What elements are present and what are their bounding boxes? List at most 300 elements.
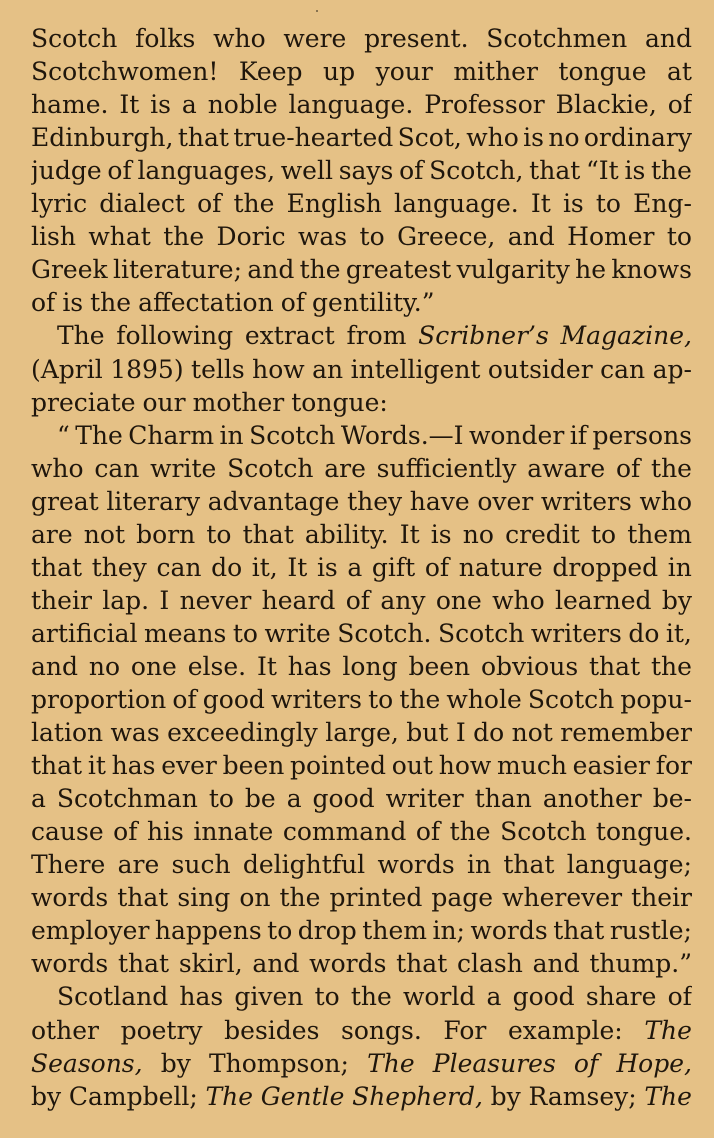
word: Scotch	[31, 24, 118, 53]
word: greatest	[345, 255, 452, 285]
word: lap.	[102, 585, 150, 615]
word: good	[312, 784, 375, 814]
text-line	[31, 518, 692, 551]
word: of	[667, 90, 692, 120]
word: Shepherd,	[352, 1081, 483, 1111]
word: such	[171, 850, 231, 880]
word: how	[252, 354, 305, 384]
word: Gentle	[260, 1081, 345, 1111]
word: happens	[154, 916, 262, 946]
word: of	[615, 453, 641, 483]
word: Professor	[424, 90, 545, 120]
word: can	[600, 354, 646, 384]
word: that	[31, 751, 83, 781]
text-line	[31, 386, 692, 419]
word: Edinburgh,	[31, 123, 174, 153]
text-line	[31, 617, 692, 650]
word: well	[280, 156, 333, 186]
word: rustle;	[609, 916, 692, 946]
word: by	[490, 1081, 521, 1111]
word: Scotch	[527, 685, 615, 714]
word: whole	[446, 685, 522, 714]
word: page	[431, 883, 494, 913]
word: that	[117, 883, 169, 913]
word: is	[150, 90, 171, 120]
word: artificial	[31, 618, 138, 648]
word: another	[542, 784, 642, 814]
word: lish	[31, 222, 76, 252]
word: can	[94, 453, 140, 483]
word: nature	[458, 552, 543, 582]
word: mother	[192, 387, 285, 417]
word: to	[666, 222, 692, 252]
word: hame.	[31, 90, 109, 120]
word: and	[507, 222, 555, 252]
word: in;	[432, 916, 465, 946]
word: they	[91, 552, 147, 582]
text-line	[31, 154, 692, 187]
word: no	[462, 519, 494, 549]
word: Blackie,	[555, 90, 657, 120]
word: he	[575, 255, 607, 285]
word: to	[208, 784, 234, 814]
word: from	[346, 321, 407, 351]
word: dialect	[99, 189, 185, 219]
text-line	[31, 683, 692, 716]
word: an	[312, 354, 344, 384]
word: Pleasures	[432, 1048, 556, 1078]
word: heard	[261, 585, 336, 615]
word: tells	[191, 354, 245, 384]
word: says	[338, 156, 394, 186]
word: and	[644, 24, 692, 53]
word: ordinary	[583, 123, 692, 153]
word: how	[438, 751, 492, 781]
word: a	[286, 784, 302, 814]
word: besides	[224, 1015, 320, 1045]
word: good	[202, 685, 265, 714]
word: not	[511, 718, 553, 748]
word: language.	[288, 90, 414, 120]
text-line	[31, 914, 692, 947]
word: tongue.	[595, 817, 692, 847]
word: no	[88, 651, 121, 681]
word: The	[367, 1048, 415, 1078]
text-line	[57, 319, 692, 352]
word: thump.”	[589, 949, 692, 979]
word: much	[497, 751, 567, 781]
word: is	[430, 519, 452, 549]
word: Scotchwomen!	[31, 57, 219, 87]
word: is	[523, 123, 544, 153]
word: of	[280, 288, 306, 318]
word: poetry	[120, 1015, 203, 1045]
text-line	[31, 485, 692, 518]
word: that	[177, 123, 229, 153]
word: at	[667, 57, 692, 87]
word: songs.	[341, 1015, 422, 1045]
word: is	[316, 552, 338, 582]
text-line	[31, 187, 692, 220]
word: of	[573, 1048, 599, 1078]
word: language;	[566, 850, 692, 880]
word: their	[31, 585, 92, 615]
word: languages,	[137, 156, 276, 186]
word: gift	[371, 552, 416, 582]
word: what	[88, 222, 151, 252]
word: the	[279, 883, 321, 913]
word: been	[222, 751, 285, 781]
text-line	[31, 1014, 692, 1047]
word: world	[402, 982, 476, 1012]
word: There	[31, 850, 106, 880]
word: lyric	[31, 189, 88, 219]
word: the	[399, 685, 441, 714]
word: them	[362, 916, 427, 946]
text-line	[31, 253, 692, 286]
word: one	[435, 585, 482, 615]
word: Scotch,	[429, 156, 524, 186]
word: intelligent	[350, 354, 481, 384]
word: has	[287, 651, 332, 681]
word: else.	[187, 651, 247, 681]
word: be	[244, 784, 276, 814]
text-line	[31, 716, 692, 749]
word: of	[172, 685, 197, 714]
word: one	[130, 651, 177, 681]
word: share	[585, 982, 657, 1012]
word: a	[181, 90, 197, 120]
word: of	[197, 189, 222, 219]
word: For	[443, 1015, 487, 1045]
word: popu-	[620, 685, 692, 714]
word: great	[31, 486, 99, 516]
word: aware	[527, 453, 606, 483]
page-speck	[316, 10, 318, 12]
word: words	[31, 883, 109, 913]
word: writers	[540, 486, 632, 516]
word: gentility.”	[312, 288, 435, 318]
word: are	[117, 850, 160, 880]
word: Keep	[238, 57, 303, 87]
word: by	[31, 1081, 62, 1111]
text-line	[31, 815, 692, 848]
word: The	[205, 1081, 254, 1111]
word: no	[548, 123, 580, 153]
word: to	[232, 618, 258, 648]
word: who	[31, 453, 84, 483]
word: long	[342, 651, 398, 681]
word: Magazine,	[560, 321, 692, 351]
word: his	[146, 817, 184, 847]
word: example:	[508, 1015, 623, 1045]
word: credit	[505, 519, 580, 549]
word: that	[396, 949, 448, 979]
word: command	[282, 817, 407, 847]
word: lation	[31, 718, 104, 748]
word: cause	[31, 817, 104, 847]
word: tongue	[558, 57, 647, 87]
word: given	[234, 982, 304, 1012]
word: to	[314, 982, 340, 1012]
word: obvious	[481, 651, 579, 681]
word: pointed	[290, 751, 387, 781]
word: that	[529, 156, 581, 186]
word: do	[628, 618, 660, 648]
text-line	[31, 1080, 692, 1113]
word: dropped	[552, 552, 659, 582]
word: writers	[271, 685, 362, 714]
text-line	[31, 947, 692, 980]
word: mither	[453, 57, 538, 87]
word: than	[474, 784, 532, 814]
word: can	[156, 552, 202, 582]
word: and	[31, 651, 79, 681]
text-line	[31, 353, 692, 386]
word: to	[206, 519, 232, 549]
word: the	[90, 288, 132, 318]
word: Scotch	[249, 420, 336, 450]
word: has	[179, 982, 224, 1012]
word: learned	[554, 585, 652, 615]
word: tongue:	[291, 387, 388, 417]
word: over	[477, 486, 534, 516]
word: Seasons,	[31, 1048, 143, 1078]
word: has	[111, 751, 156, 781]
word: printed	[329, 883, 423, 913]
word: words	[31, 949, 109, 979]
word: do	[211, 552, 243, 582]
word: Homer	[567, 222, 655, 252]
text-line	[57, 419, 692, 452]
word: in	[219, 420, 244, 450]
word: of	[31, 288, 56, 318]
word: of	[415, 817, 441, 847]
word: the	[299, 255, 341, 285]
word: any	[380, 585, 426, 615]
word: folks	[135, 24, 196, 53]
word: easier	[572, 751, 650, 781]
word: judge	[31, 156, 102, 186]
word: I	[455, 718, 466, 748]
word: proportion	[31, 685, 167, 714]
word: a	[347, 552, 363, 582]
word: not	[83, 519, 125, 549]
word: (April	[31, 354, 103, 384]
word: true-hearted	[233, 123, 394, 153]
word: advantage	[207, 486, 340, 516]
word: and	[252, 949, 300, 979]
word: on	[239, 883, 271, 913]
word: wonder	[468, 420, 565, 450]
word: was	[298, 222, 348, 252]
word: vulgarity	[456, 255, 570, 285]
text-line	[31, 22, 692, 55]
word: The	[644, 1081, 692, 1111]
word: if	[569, 420, 587, 450]
word: other	[31, 1015, 99, 1045]
word: is	[624, 156, 646, 186]
text-line	[31, 121, 692, 154]
word: Ramsey;	[528, 1081, 637, 1111]
word: sing	[177, 883, 231, 913]
word: the	[651, 453, 692, 483]
word: been	[408, 651, 471, 681]
word: language.	[394, 189, 519, 219]
word: employer	[31, 916, 150, 946]
word: The	[57, 321, 105, 351]
word: the	[449, 817, 491, 847]
word: Campbell;	[68, 1081, 198, 1111]
word: Scotch	[500, 817, 587, 847]
word: do	[473, 718, 505, 748]
text-line	[31, 650, 692, 683]
word: words	[309, 949, 387, 979]
word: sufficiently	[376, 453, 517, 483]
word: their	[631, 883, 692, 913]
word: our	[142, 387, 186, 417]
word: that	[242, 519, 294, 549]
word: words	[377, 850, 455, 880]
word: who	[466, 123, 519, 153]
word: knows	[611, 255, 692, 285]
word: that	[503, 850, 555, 880]
word: Words.—I	[340, 420, 464, 450]
word: to	[595, 189, 621, 219]
word: affectation	[138, 288, 274, 318]
text-line	[31, 584, 692, 617]
word: persons	[592, 420, 692, 450]
word: drop	[297, 916, 357, 946]
word: good	[512, 982, 575, 1012]
word: write	[150, 453, 217, 483]
word: a	[31, 784, 46, 814]
text-line	[31, 881, 692, 914]
word: delightful	[242, 850, 366, 880]
word: Scotchmen	[486, 24, 628, 53]
word: It	[399, 519, 420, 549]
word: the	[650, 651, 692, 681]
word: be-	[652, 784, 692, 814]
word: Thompson;	[208, 1048, 349, 1078]
word: “It	[586, 156, 619, 186]
word: the	[233, 189, 275, 219]
text-line	[31, 848, 692, 881]
word: means	[144, 618, 227, 648]
word: Scotch.	[337, 618, 432, 648]
word: who	[213, 24, 266, 53]
word: the	[350, 982, 392, 1012]
text-line	[31, 551, 692, 584]
word: of	[399, 156, 424, 186]
word: of	[113, 817, 138, 847]
word: Scotland	[57, 982, 169, 1012]
word: for	[655, 751, 692, 781]
word: extract	[244, 321, 335, 351]
word: to	[267, 916, 293, 946]
word: Doric	[216, 222, 286, 252]
word: was	[110, 718, 160, 748]
word: wherever	[502, 883, 623, 913]
word: is	[62, 288, 84, 318]
word: It	[256, 651, 277, 681]
word: and	[247, 255, 295, 285]
text-line	[31, 749, 692, 782]
word: Eng-	[633, 189, 692, 219]
word: write	[264, 618, 331, 648]
word: of	[424, 552, 450, 582]
word: exceedingly	[167, 718, 318, 748]
word: of	[107, 156, 132, 186]
word: following	[116, 321, 234, 351]
word: is	[562, 189, 584, 219]
word: are	[31, 519, 73, 549]
word: English	[286, 189, 382, 219]
word: out	[391, 751, 433, 781]
word: it	[87, 751, 106, 781]
word: of	[667, 982, 692, 1012]
word: that	[553, 916, 605, 946]
word: the	[651, 156, 692, 186]
word: I	[159, 585, 170, 615]
word: present.	[364, 24, 469, 53]
word: It	[287, 552, 308, 582]
word: Greek	[31, 255, 108, 285]
text-line	[31, 88, 692, 121]
word: Charm	[128, 420, 215, 450]
word: Hope,	[616, 1048, 692, 1078]
word: ability.	[304, 519, 389, 549]
word: 1895)	[110, 354, 184, 384]
word: clash	[456, 949, 523, 979]
word: it,	[665, 618, 692, 648]
word: never	[179, 585, 252, 615]
word: it,	[251, 552, 278, 582]
word: that	[31, 552, 83, 582]
word: but	[406, 718, 449, 748]
word: noble	[207, 90, 278, 120]
word: that	[589, 651, 641, 681]
text-line	[31, 220, 692, 253]
text-line	[31, 1047, 692, 1080]
word: and	[532, 949, 580, 979]
text-line	[31, 782, 692, 815]
word: have	[409, 486, 470, 516]
word: The	[75, 420, 123, 450]
word: they	[347, 486, 403, 516]
word: born	[136, 519, 196, 549]
word: It	[119, 90, 140, 120]
word: the	[163, 222, 205, 252]
word: innate	[193, 817, 274, 847]
word: your	[375, 57, 433, 87]
word: by	[661, 585, 692, 615]
word: Scotch	[437, 618, 525, 648]
word: writer	[385, 784, 464, 814]
word: Scotchman	[56, 784, 198, 814]
word: Scribner’s	[418, 321, 549, 351]
word: remember	[560, 718, 692, 748]
word: to	[591, 519, 617, 549]
word: were	[283, 24, 347, 53]
word: up	[323, 57, 356, 87]
word: of	[345, 585, 371, 615]
word: It	[530, 189, 551, 219]
word: ap-	[652, 354, 692, 384]
word: preciate	[31, 387, 136, 417]
word: outsider	[487, 354, 593, 384]
word: to	[368, 685, 394, 714]
